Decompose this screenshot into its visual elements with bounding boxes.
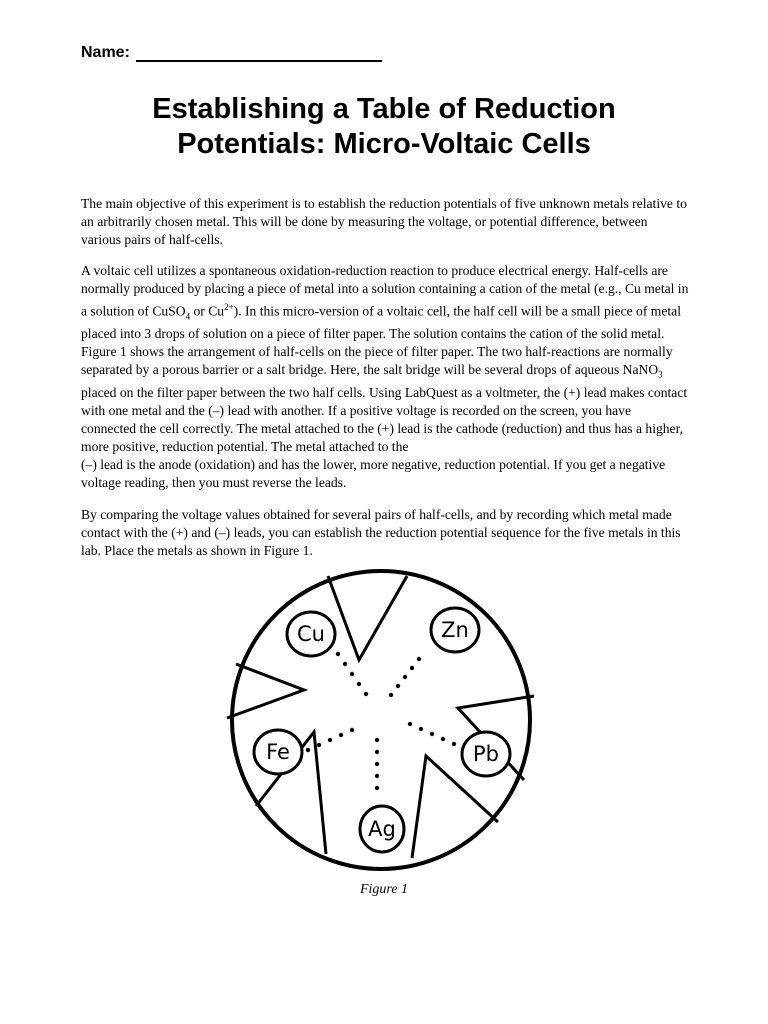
half-cell-diagram (218, 566, 544, 876)
objective-paragraph: The main objective of this experiment is to establish the reduction potentials of five unknown metals relative to an arbitrarily chosen metal. This will be done by measuring the voltage, or potential difference, between various pairs of half-cells. (81, 196, 687, 247)
metal-label-fe: Fe (266, 740, 290, 764)
name-label: Name: (81, 44, 130, 61)
subscript: 3 (658, 369, 663, 380)
superscript: 2+ (224, 302, 234, 312)
metal-label-cu: Cu (297, 622, 325, 646)
name-field (81, 44, 382, 62)
figure-caption: Figure 1 (359, 882, 409, 897)
comparison-paragraph: By comparing the voltage values obtained for several pairs of half-cells, and by recording which metal made contact with the (+) and (–) leads, you can establish the reduction potential sequence for the five metals in this lab. Place the metals as shown in Figure 1. (81, 507, 681, 558)
metal-label-ag: Ag (368, 817, 396, 841)
name-blank-line (136, 44, 382, 62)
text-run: ). In this micro-version of a voltaic cell, the half cell will be a small piece of metal placed into 3 drops of solution on a piece of filter paper. The solution contains the cation of the solid metal. Figure 1 shows the arrangement of half-cells on the piece of filter paper. The two half-reactions are normally separated by a porous barrier or a salt bridge. Here, the salt bridge will be several drops of aqueous NaNO (81, 303, 681, 378)
text-run: (–) lead is the anode (oxidation) and has the lower, more negative, reduction potential. If you get a negative voltage reading, then you must reverse the leads. (81, 456, 666, 490)
subscript: 4 (185, 311, 191, 322)
text-run: or Cu (190, 303, 225, 319)
text-run: A voltaic cell utilizes a spontaneous oxidation-reduction reaction to produce electrical energy. Half-cells are normally produced by placing a piece of metal into a solution containing a cation of the metal (e.g., Cu metal in a solution of CuSO (81, 263, 689, 319)
salt-bridge-dots (306, 652, 456, 790)
voltaic-cell-paragraph (81, 262, 689, 492)
title-line-2: Potentials: Micro-Voltaic Cells (177, 128, 591, 160)
metal-label-pb: Pb (473, 742, 499, 766)
text-run: placed on the filter paper between the two half cells. Using LabQuest as a voltmeter, the (+) lead makes contact with one metal and the (–) lead with another. If a positive voltage is recorded on the screen, you have connected the cell correctly. The metal attached to the (+) lead is the cathode (reduction) and thus has a higher, more positive, reduction potential. The metal attached to the (81, 384, 688, 454)
page-title (60, 92, 708, 162)
metal-label-zn: Zn (441, 618, 469, 642)
title-line-1: Establishing a Table of Reduction (152, 93, 616, 125)
notch-top (328, 576, 407, 660)
